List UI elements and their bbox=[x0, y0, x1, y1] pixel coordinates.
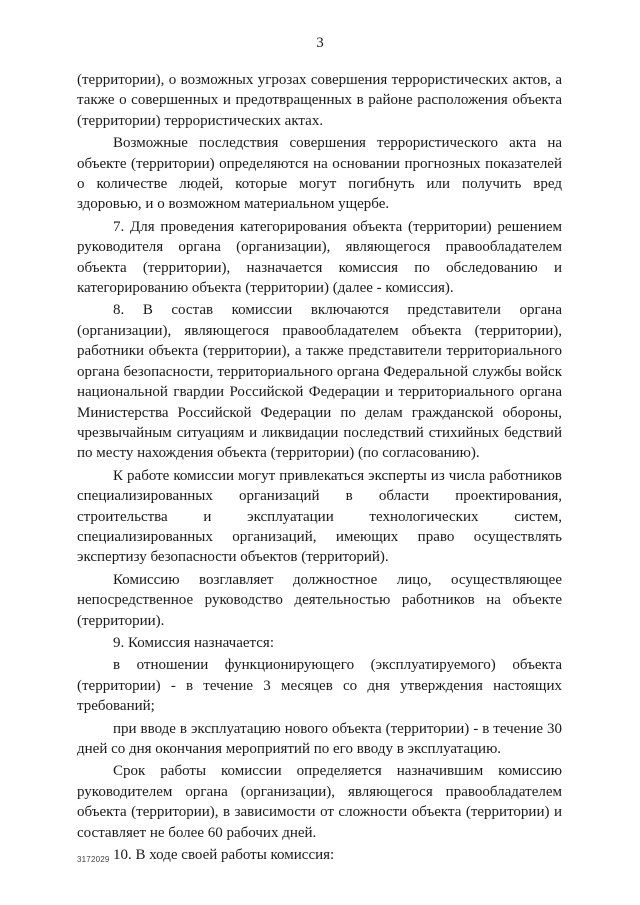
footer-document-code: 3172029 bbox=[77, 855, 110, 864]
paragraph-item-10: 10. В ходе своей работы комиссия: bbox=[113, 847, 335, 864]
paragraph-new-object: при вводе в эксплуатацию нового объекта (территории) - в течение 30 дней со дня окончания мероприятий по его вводу в эксплуатацию. bbox=[77, 720, 562, 757]
paragraph-item-8: 8. В состав комиссии включаются представители органа (организации), являющегося правообладателем объекта (территории), работники объекта (территории), а также представители территориального органа безопасности, территориального органа Федеральной службы войск национальной гвардии Российской Федерации и территориального органа Министерства Российской Федерации по делам гражданской обороны, чрезвычайным ситуациям и ликвидации последствий стихийных бедствий по месту нахождения объекта (территории) (по согласованию). bbox=[77, 302, 562, 462]
paragraph-item-7: 7. Для проведения категорирования объекта (территории) решением руководителя органа (организации), являющегося правообладателем объекта (территории), назначается комиссия по обследованию и категорированию объекта (территории) (далее - комиссия). bbox=[77, 218, 562, 297]
paragraph-work-period: Срок работы комиссии определяется назначившим комиссию руководителем органа (организации), являющегося правообладателем объекта (территории), в зависимости от сложности объекта (территории) и составляет не более 60 рабочих дней. bbox=[77, 763, 562, 841]
paragraph-existing-object: в отношении функционирующего (эксплуатируемого) объекта (территории) - в течение 3 месяцев со дня утверждения настоящих требований; bbox=[77, 657, 562, 715]
paragraph-consequences: Возможные последствия совершения террористического акта на объекте (территории) определяются на основании прогнозных показателей о количестве людей, которые могут погибнуть или получить вред здоровью, и о возможном материальном ущербе. bbox=[77, 135, 562, 213]
page-number: 3 bbox=[316, 35, 324, 51]
document-body bbox=[77, 70, 562, 867]
paragraph-commission-head: Комиссию возглавляет должностное лицо, осуществляющее непосредственное руководство деятельностью работников на объекте (территории). bbox=[77, 571, 562, 629]
paragraph-experts: К работе комиссии могут привлекаться эксперты из числа работников специализированных организаций в области проектирования, строительства и эксплуатации технологических систем, специализированных организаций, имеющих право осуществлять экспертизу безопасности объектов (территорий). bbox=[77, 467, 562, 566]
paragraph-item-9: 9. Комиссия назначается: bbox=[113, 634, 275, 651]
paragraph-threats-continuation: (территории), о возможных угрозах совершения террористических актов, а также о совершенных и предотвращенных в районе расположения объекта (территории) террористических актах. bbox=[77, 72, 562, 129]
